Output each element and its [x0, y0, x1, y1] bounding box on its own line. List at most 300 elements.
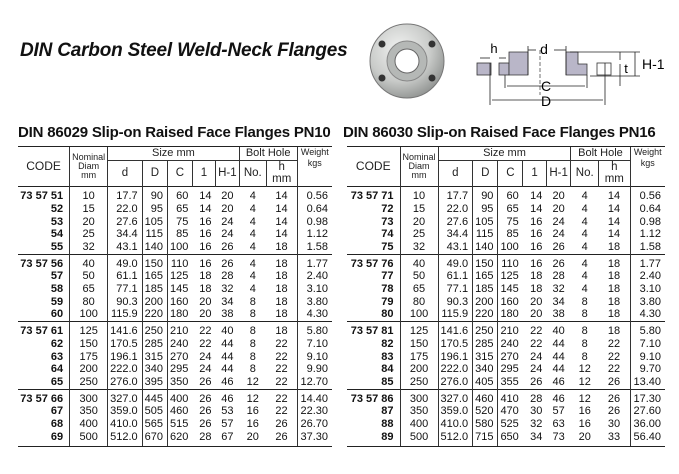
cell-value: 410 [498, 389, 523, 405]
cell-value: 20 [530, 295, 543, 308]
cell-value: 50 [70, 270, 108, 283]
cell-value: 22 [607, 350, 621, 363]
cell-value: 32 [70, 241, 108, 254]
table-row [18, 308, 332, 321]
cell-value: 17.7 [108, 187, 143, 203]
cell-value: 56.40 [630, 431, 665, 447]
cell-value: 26 [275, 418, 288, 431]
header-weight [297, 147, 332, 187]
cell-value: 200 [70, 363, 108, 376]
cell-value: 85 [168, 228, 193, 241]
header-bolt-hole: Bolt Hole [571, 147, 630, 161]
header-sub-0: d [438, 160, 473, 186]
cell-value: 0.64 [630, 203, 665, 216]
cell-value: 8 [581, 350, 588, 363]
diagram-label-d: d [540, 41, 548, 57]
cell-value: 3.80 [297, 296, 332, 309]
cell-value: 18 [599, 322, 630, 338]
cell-value: 20 [70, 216, 108, 229]
cell-value: 44 [221, 337, 234, 350]
cell-value: 26 [530, 375, 543, 388]
cell-value: 20 [239, 431, 266, 447]
cell-value: 565 [142, 418, 167, 431]
cell-value: 24 [199, 350, 212, 363]
cell-value: 1.58 [297, 241, 332, 254]
header-sub-2: C [168, 160, 193, 186]
cell-value: 34 [523, 431, 547, 447]
header-row [18, 147, 332, 161]
cell-value: 22 [530, 337, 543, 350]
cell-value: 0.98 [630, 216, 665, 229]
cell-value: 16 [530, 240, 543, 253]
cell-value: 4 [249, 240, 256, 253]
cell-value: 12.70 [297, 376, 332, 389]
table-row [18, 216, 332, 229]
header-nominal-line: mm [411, 170, 427, 181]
cell-value: 141.6 [108, 322, 143, 338]
cell-value: 150 [473, 254, 498, 270]
cell-value: 28 [552, 270, 565, 283]
cell-value: 26 [221, 240, 234, 253]
cell-code: 58 [50, 283, 64, 296]
cell-value: 26 [266, 431, 297, 447]
cell-value: 20 [546, 187, 570, 203]
cell-value: 24 [221, 228, 234, 241]
cell-value: 9.10 [630, 351, 665, 364]
cell-code: 72 [381, 202, 394, 215]
header-sub-1: D [473, 160, 498, 186]
cell-value: 620 [168, 431, 193, 447]
cell-value: 17.7 [438, 187, 473, 203]
cell-value: 125 [70, 322, 108, 338]
cell-code: 65 [50, 375, 64, 388]
cell-value: 80 [70, 296, 108, 309]
cell-value: 26 [599, 389, 630, 405]
cell-value: 14 [266, 187, 297, 203]
cell-value: 16 [199, 240, 212, 253]
cell-value: 22.30 [297, 405, 332, 418]
table-row [18, 254, 332, 270]
cell-code: 63 [50, 350, 64, 363]
cell-value: 210 [168, 322, 193, 338]
cell-value: 145 [168, 283, 193, 296]
cell-code: 73 57 71 [347, 187, 400, 203]
cell-value: 24 [530, 363, 543, 376]
cell-value: 16 [199, 215, 212, 228]
cell-value: 24 [199, 363, 212, 376]
cell-value: 4 [249, 215, 256, 228]
cell-value: 140 [473, 241, 498, 254]
cell-value: 12 [578, 375, 591, 388]
cell-value: 80 [400, 296, 438, 309]
cell-value: 500 [400, 431, 438, 447]
cell-value: 22 [192, 322, 215, 338]
cell-code: 85 [381, 375, 394, 388]
table-row [18, 322, 332, 338]
cell-value: 20 [221, 202, 234, 215]
cell-value: 30 [530, 405, 543, 418]
cell-value: 22 [275, 363, 288, 376]
table-row [347, 363, 665, 376]
cell-value: 26 [199, 405, 212, 418]
table-title-pn16: DIN 86030 Slip-on Raised Face Flanges PN16 [343, 124, 656, 141]
cell-value: 10 [400, 187, 438, 203]
header-nominal-line: Nominal [402, 152, 436, 163]
header-weight-line: Weight [633, 147, 662, 157]
diagram-label-h1: H-1 [642, 56, 665, 72]
cell-value: 1.58 [630, 241, 665, 254]
cell-value: 4 [571, 187, 599, 203]
cell-value: 125 [400, 322, 438, 338]
table-row [18, 203, 332, 216]
cell-value: 22 [199, 337, 212, 350]
cell-value: 222.0 [438, 363, 473, 376]
cell-value: 10 [70, 187, 108, 203]
cell-value: 49.0 [438, 254, 473, 270]
table-row [347, 351, 665, 364]
cell-code: 73 57 56 [18, 254, 70, 270]
cell-code: 77 [381, 270, 394, 283]
cell-code: 83 [381, 350, 394, 363]
cell-value: 350 [400, 405, 438, 418]
cell-value: 250 [70, 376, 108, 389]
header-weight-line: Weight [300, 147, 329, 157]
cell-value: 44 [552, 337, 565, 350]
table-row [18, 228, 332, 241]
table-row [347, 270, 665, 283]
cell-value: 250 [473, 322, 498, 338]
cell-code: 69 [18, 431, 70, 447]
cell-value: 0.64 [297, 203, 332, 216]
cell-value: 285 [142, 338, 167, 351]
cell-value: 196.1 [108, 351, 143, 364]
cell-value: 140 [142, 241, 167, 254]
cell-value: 100 [168, 241, 193, 254]
cell-value: 8 [581, 295, 588, 308]
cell-value: 22 [523, 322, 547, 338]
cell-value: 185 [473, 283, 498, 296]
cell-value: 410.0 [438, 418, 473, 431]
table-row [18, 389, 332, 405]
cell-value: 18 [607, 283, 621, 296]
cell-value: 125 [498, 270, 523, 283]
cell-code: 80 [381, 308, 394, 321]
cell-value: 3.80 [630, 296, 665, 309]
cell-value: 276.0 [438, 376, 473, 389]
cell-value: 26 [199, 375, 212, 388]
table-row [347, 216, 665, 229]
cell-code: 75 [381, 240, 394, 253]
cell-code: 53 [50, 215, 64, 228]
cell-value: 27.60 [630, 405, 665, 418]
cell-value: 170.5 [108, 338, 143, 351]
header-nominal-line: Nominal [72, 152, 106, 163]
cell-value: 14 [607, 228, 621, 241]
cell-value: 22 [275, 375, 288, 388]
cell-value: 105 [473, 216, 498, 229]
table-row [18, 376, 332, 389]
cell-value: 100 [400, 308, 438, 321]
cell-value: 240 [168, 338, 193, 351]
cell-value: 220 [142, 308, 167, 321]
table-row [18, 351, 332, 364]
cell-value: 38 [552, 308, 565, 321]
cell-value: 16 [530, 215, 543, 228]
cell-value: 1.77 [630, 254, 665, 270]
cell-value: 4.30 [630, 308, 665, 321]
cell-value: 285 [473, 338, 498, 351]
cell-value: 185 [142, 283, 167, 296]
cell-value: 210 [498, 322, 523, 338]
cell-code: 60 [50, 308, 64, 321]
cell-value: 90.3 [108, 296, 143, 309]
cell-value: 20 [199, 308, 212, 321]
cell-value: 24 [552, 228, 565, 241]
cell-code: 52 [50, 202, 64, 215]
cell-value: 295 [498, 363, 523, 376]
cell-value: 14 [530, 202, 543, 215]
cell-value: 3.10 [630, 283, 665, 296]
cell-value: 9.10 [297, 351, 332, 364]
cell-code: 89 [347, 431, 400, 447]
cell-value: 16 [530, 228, 543, 241]
cell-value: 33 [599, 431, 630, 447]
cell-code: 67 [50, 405, 64, 418]
cell-value: 395 [142, 376, 167, 389]
cell-code: 82 [381, 337, 394, 350]
cell-value: 18 [607, 308, 621, 321]
cell-value: 22 [275, 350, 288, 363]
cell-value: 8 [249, 295, 256, 308]
cell-value: 43.1 [438, 241, 473, 254]
cell-value: 270 [168, 351, 193, 364]
cell-value: 46 [215, 389, 239, 405]
cell-value: 27.6 [108, 216, 143, 229]
cell-value: 7.10 [630, 338, 665, 351]
cell-value: 512.0 [438, 431, 473, 447]
cell-value: 400 [400, 418, 438, 431]
cell-value: 26 [607, 375, 621, 388]
cell-value: 650 [498, 431, 523, 447]
cell-value: 4.30 [297, 308, 332, 321]
cell-value: 14 [275, 215, 288, 228]
cell-value: 12 [246, 375, 259, 388]
cell-value: 75 [498, 216, 523, 229]
cell-value: 515 [168, 418, 193, 431]
header-weight-line: kgs [307, 158, 322, 168]
cell-value: 65 [400, 283, 438, 296]
cell-value: 90 [142, 187, 167, 203]
cell-value: 18 [530, 283, 543, 296]
cell-value: 276.0 [108, 376, 143, 389]
cell-value: 525 [498, 418, 523, 431]
cell-value: 9.90 [297, 363, 332, 376]
cell-value: 27.6 [438, 216, 473, 229]
cell-code: 59 [50, 295, 64, 308]
header-sub-2: C [498, 160, 523, 186]
cell-code: 74 [381, 228, 394, 241]
cell-value: 32 [552, 283, 565, 296]
cell-value: 57 [221, 418, 234, 431]
cell-value: 53 [221, 405, 234, 418]
cell-value: 7.10 [297, 338, 332, 351]
cell-value: 73 [546, 431, 570, 447]
cell-value: 460 [168, 405, 193, 418]
cell-value: 22 [275, 337, 288, 350]
cell-value: 200 [400, 363, 438, 376]
diagram-label-t: t [624, 61, 628, 76]
header-nominal-line: mm [81, 170, 97, 181]
header-nominal [70, 147, 108, 187]
cell-value: 4 [581, 283, 588, 296]
cell-value: 180 [168, 308, 193, 321]
cell-value: 315 [473, 351, 498, 364]
header-code: CODE [18, 147, 70, 187]
cell-value: 196.1 [438, 351, 473, 364]
flange-dimension-diagram [470, 20, 679, 120]
cell-value: 115.9 [108, 308, 143, 321]
header-size: Size mm [438, 147, 571, 161]
cell-value: 1.77 [297, 254, 332, 270]
cell-value: 12 [578, 363, 591, 376]
cell-code: 88 [381, 418, 394, 431]
cell-value: 150 [142, 254, 167, 270]
cell-value: 36.00 [630, 418, 665, 431]
cell-code: 57 [50, 270, 64, 283]
cell-value: 61.1 [108, 270, 143, 283]
cell-value: 50 [400, 270, 438, 283]
cell-value: 22 [266, 389, 297, 405]
cell-value: 77.1 [108, 283, 143, 296]
cell-value: 18 [275, 240, 288, 253]
cell-value: 26 [192, 389, 215, 405]
cell-value: 16 [192, 254, 215, 270]
cell-value: 90 [473, 187, 498, 203]
cell-value: 25 [400, 228, 438, 241]
cell-value: 18 [275, 308, 288, 321]
cell-code: 73 [381, 215, 394, 228]
table-header [347, 147, 665, 187]
cell-value: 240 [498, 338, 523, 351]
cell-value: 165 [473, 270, 498, 283]
cell-code: 73 57 86 [347, 389, 400, 405]
cell-value: 40 [546, 322, 570, 338]
cell-value: 4 [239, 254, 266, 270]
cell-value: 200 [473, 296, 498, 309]
flange-table-pn10 [18, 146, 332, 447]
cell-value: 20 [199, 295, 212, 308]
cell-value: 4 [571, 254, 599, 270]
cell-value: 30 [607, 418, 621, 431]
cell-value: 18 [199, 283, 212, 296]
cell-value: 14 [199, 202, 212, 215]
cell-value: 150 [70, 338, 108, 351]
cell-value: 61.1 [438, 270, 473, 283]
header-sub-4: H-1 [215, 160, 239, 186]
cell-value: 350 [70, 405, 108, 418]
cell-value: 65 [498, 203, 523, 216]
cell-value: 4 [581, 215, 588, 228]
cell-value: 1.12 [630, 228, 665, 241]
cell-value: 145 [498, 283, 523, 296]
cell-value: 18 [275, 270, 288, 283]
cell-value: 18 [607, 270, 621, 283]
cell-value: 4 [581, 270, 588, 283]
table-row [347, 418, 665, 431]
cell-value: 14 [607, 202, 621, 215]
cell-code: 78 [381, 283, 394, 296]
cell-value: 170.5 [438, 338, 473, 351]
cell-value: 400 [70, 418, 108, 431]
cell-value: 16 [578, 418, 591, 431]
cell-value: 470 [498, 405, 523, 418]
cell-value: 49.0 [108, 254, 143, 270]
cell-value: 250 [400, 376, 438, 389]
cell-value: 4 [249, 202, 256, 215]
table-row [18, 338, 332, 351]
table-row [347, 405, 665, 418]
cell-value: 20 [215, 187, 239, 203]
table-row [347, 254, 665, 270]
cell-value: 17.30 [630, 389, 665, 405]
header-sub-3: 1 [192, 160, 215, 186]
cell-value: 40 [400, 254, 438, 270]
cell-code: 64 [50, 363, 64, 376]
flange-photo [368, 22, 446, 100]
cell-value: 5.80 [297, 322, 332, 338]
cell-value: 295 [168, 363, 193, 376]
cell-value: 46 [221, 375, 234, 388]
cell-value: 327.0 [108, 389, 143, 405]
header-sub-5: No. [571, 160, 599, 186]
table-body [347, 187, 665, 447]
cell-code: 73 57 51 [18, 187, 70, 203]
cell-value: 16 [246, 418, 259, 431]
cell-value: 26 [199, 418, 212, 431]
cell-value: 20 [571, 431, 599, 447]
cell-value: 46 [552, 375, 565, 388]
cell-code: 73 57 61 [18, 322, 70, 338]
cell-value: 43.1 [108, 241, 143, 254]
cell-value: 18 [530, 270, 543, 283]
cell-value: 15 [70, 203, 108, 216]
cell-value: 14 [275, 202, 288, 215]
cell-value: 40 [215, 322, 239, 338]
cell-value: 4 [581, 228, 588, 241]
cell-value: 8 [239, 322, 266, 338]
cell-value: 13.40 [630, 376, 665, 389]
cell-value: 4 [581, 240, 588, 253]
cell-value: 100 [70, 308, 108, 321]
table-row [18, 270, 332, 283]
page-title: DIN Carbon Steel Weld-Neck Flanges [20, 40, 348, 61]
cell-value: 141.6 [438, 322, 473, 338]
cell-value: 44 [552, 350, 565, 363]
table-row [18, 283, 332, 296]
header-sub-0: d [108, 160, 143, 186]
cell-value: 14 [607, 215, 621, 228]
cell-code: 62 [50, 337, 64, 350]
cell-value: 505 [142, 405, 167, 418]
cell-value: 8 [249, 363, 256, 376]
cell-value: 4 [239, 187, 266, 203]
cell-value: 60 [498, 187, 523, 203]
cell-value: 8 [249, 337, 256, 350]
table-row [18, 418, 332, 431]
cell-value: 20 [552, 202, 565, 215]
cell-value: 14 [192, 187, 215, 203]
table-row [347, 431, 665, 447]
